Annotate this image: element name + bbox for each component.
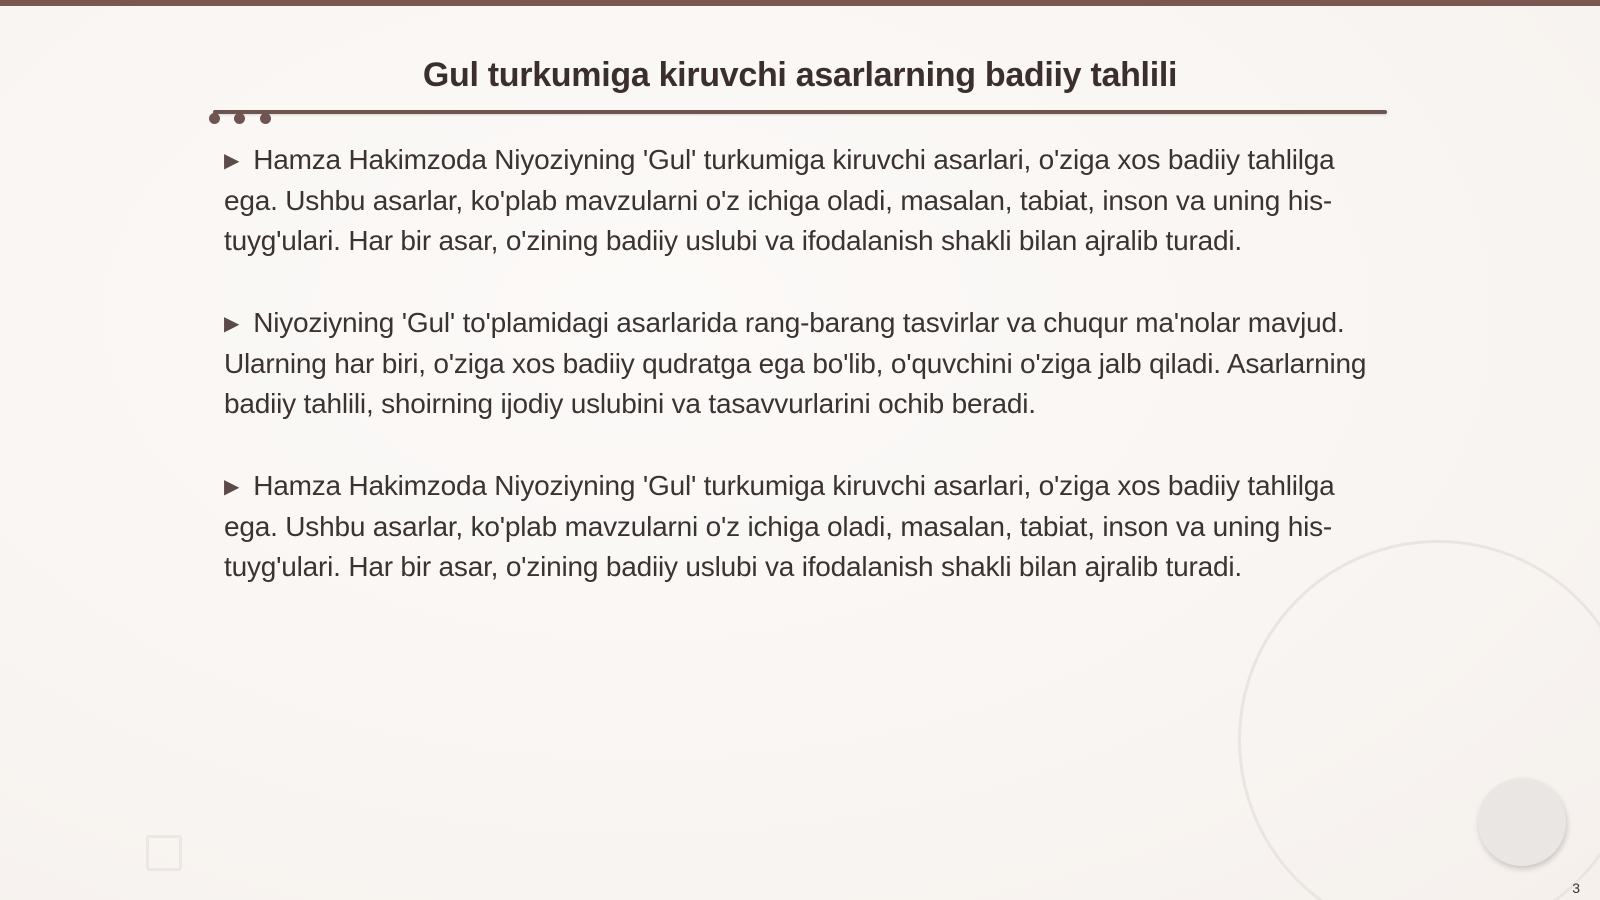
page-number: 3 (1572, 880, 1580, 896)
bullet-paragraph-3 (224, 466, 1374, 587)
bullet-paragraph-2 (224, 303, 1374, 424)
title-underline (213, 110, 1387, 114)
decorative-dot-icon (234, 113, 245, 124)
bullet-arrow-icon: ▶ (224, 476, 240, 498)
decorative-dot-icon (209, 113, 220, 124)
decorative-dot-icon (260, 113, 271, 124)
slide-body (224, 140, 1374, 629)
bullet-paragraph-1 (224, 140, 1374, 261)
decorative-disc-icon (1478, 778, 1566, 866)
paragraph-text: Niyoziyning 'Gul' to'plamidagi asarlarida rang-barang tasvirlar va chuqur ma'nolar mavjud. Ularning har biri, o'ziga xos badiiy qudratga ega bo'lib, o'quvchini o'ziga jalb qiladi. Asarlarning badiiy tahlili, shoirning ijodiy uslubini va tasavvurlarini ochib beradi. (224, 307, 1367, 419)
paragraph-text: Hamza Hakimzoda Niyoziyning 'Gul' turkumiga kiruvchi asarlari, o'ziga xos badiiy tahlilga ega. Ushbu asarlar, ko'plab mavzularni o'z ichiga oladi, masalan, tabiat, inson va uning his-tuyg'ulari. Har bir asar, o'zining badiiy uslubi va ifodalanish shakli bilan ajralib turadi. (224, 144, 1335, 256)
top-accent-bar (0, 0, 1600, 6)
bullet-arrow-icon: ▶ (224, 313, 240, 335)
slide-title: Gul turkumiga kiruvchi asarlarning badiiy tahlili (422, 56, 1178, 94)
decorative-square-icon (146, 835, 182, 871)
paragraph-text: Hamza Hakimzoda Niyoziyning 'Gul' turkumiga kiruvchi asarlari, o'ziga xos badiiy tahlilga ega. Ushbu asarlar, ko'plab mavzularni o'z ichiga oladi, masalan, tabiat, inson va uning his-tuyg'ulari. Har bir asar, o'zining badiiy uslubi va ifodalanish shakli bilan ajralib turadi. (224, 470, 1335, 582)
bullet-arrow-icon: ▶ (224, 150, 240, 172)
